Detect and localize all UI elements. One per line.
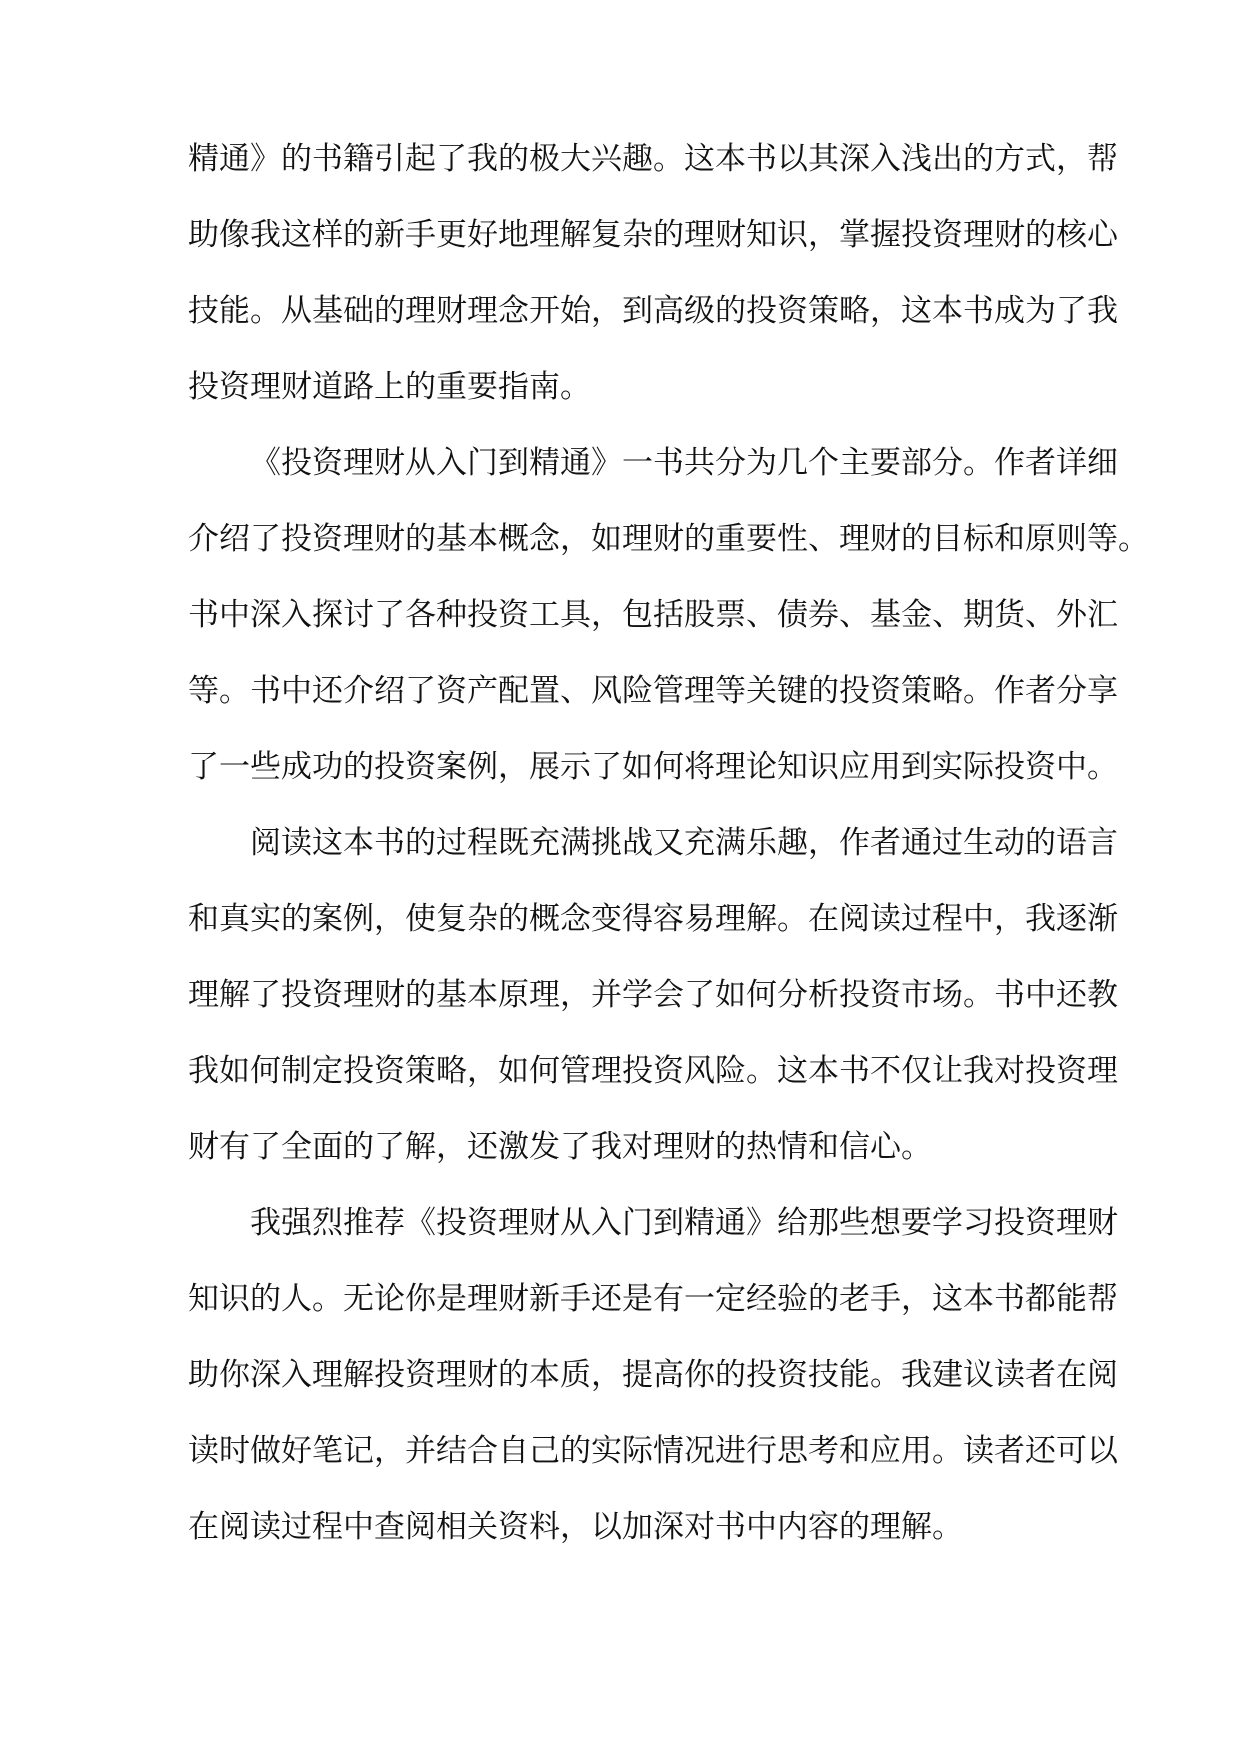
paragraph-line: 技能。从基础的理财理念开始，到高级的投资策略，这本书成为了我: [188, 293, 1118, 329]
paragraph-line: 理解了投资理财的基本原理，并学会了如何分析投资市场。书中还教: [188, 977, 1118, 1013]
paragraph-line: 助像我这样的新手更好地理解复杂的理财知识，掌握投资理财的核心: [188, 217, 1118, 253]
paragraph-3: [188, 825, 1118, 1165]
paragraph-line: 读时做好笔记，并结合自己的实际情况进行思考和应用。读者还可以: [188, 1433, 1118, 1469]
paragraph-line: 介绍了投资理财的基本概念，如理财的重要性、理财的目标和原则等。: [188, 521, 1149, 557]
paragraph-line: 等。书中还介绍了资产配置、风险管理等关键的投资策略。作者分享: [188, 673, 1118, 709]
paragraph-2: [188, 445, 1149, 785]
body-text: [188, 141, 1149, 1586]
paragraph-line: 财有了全面的了解，还激发了我对理财的热情和信心。: [188, 1129, 932, 1165]
paragraph-line: 阅读这本书的过程既充满挑战又充满乐趣，作者通过生动的语言: [250, 825, 1118, 861]
paragraph-line: 我强烈推荐《投资理财从入门到精通》给那些想要学习投资理财: [250, 1205, 1118, 1241]
paragraph-line: 了一些成功的投资案例，展示了如何将理论知识应用到实际投资中。: [188, 749, 1118, 785]
paragraph-line: 和真实的案例，使复杂的概念变得容易理解。在阅读过程中，我逐渐: [188, 901, 1118, 937]
paragraph-line: 我如何制定投资策略，如何管理投资风险。这本书不仅让我对投资理: [188, 1053, 1118, 1089]
paragraph-line: 在阅读过程中查阅相关资料，以加深对书中内容的理解。: [188, 1509, 963, 1545]
paragraph-line: 知识的人。无论你是理财新手还是有一定经验的老手，这本书都能帮: [188, 1281, 1118, 1317]
paragraph-line: 书中深入探讨了各种投资工具，包括股票、债券、基金、期货、外汇: [188, 597, 1118, 633]
paragraph-4: [188, 1205, 1118, 1545]
paragraph-1: [188, 141, 1118, 405]
paragraph-line: 精通》的书籍引起了我的极大兴趣。这本书以其深入浅出的方式，帮: [188, 141, 1118, 177]
paragraph-line: 助你深入理解投资理财的本质，提高你的投资技能。我建议读者在阅: [188, 1357, 1118, 1393]
paragraph-line: 投资理财道路上的重要指南。: [188, 369, 591, 405]
paragraph-line: 《投资理财从入门到精通》一书共分为几个主要部分。作者详细: [250, 445, 1118, 481]
